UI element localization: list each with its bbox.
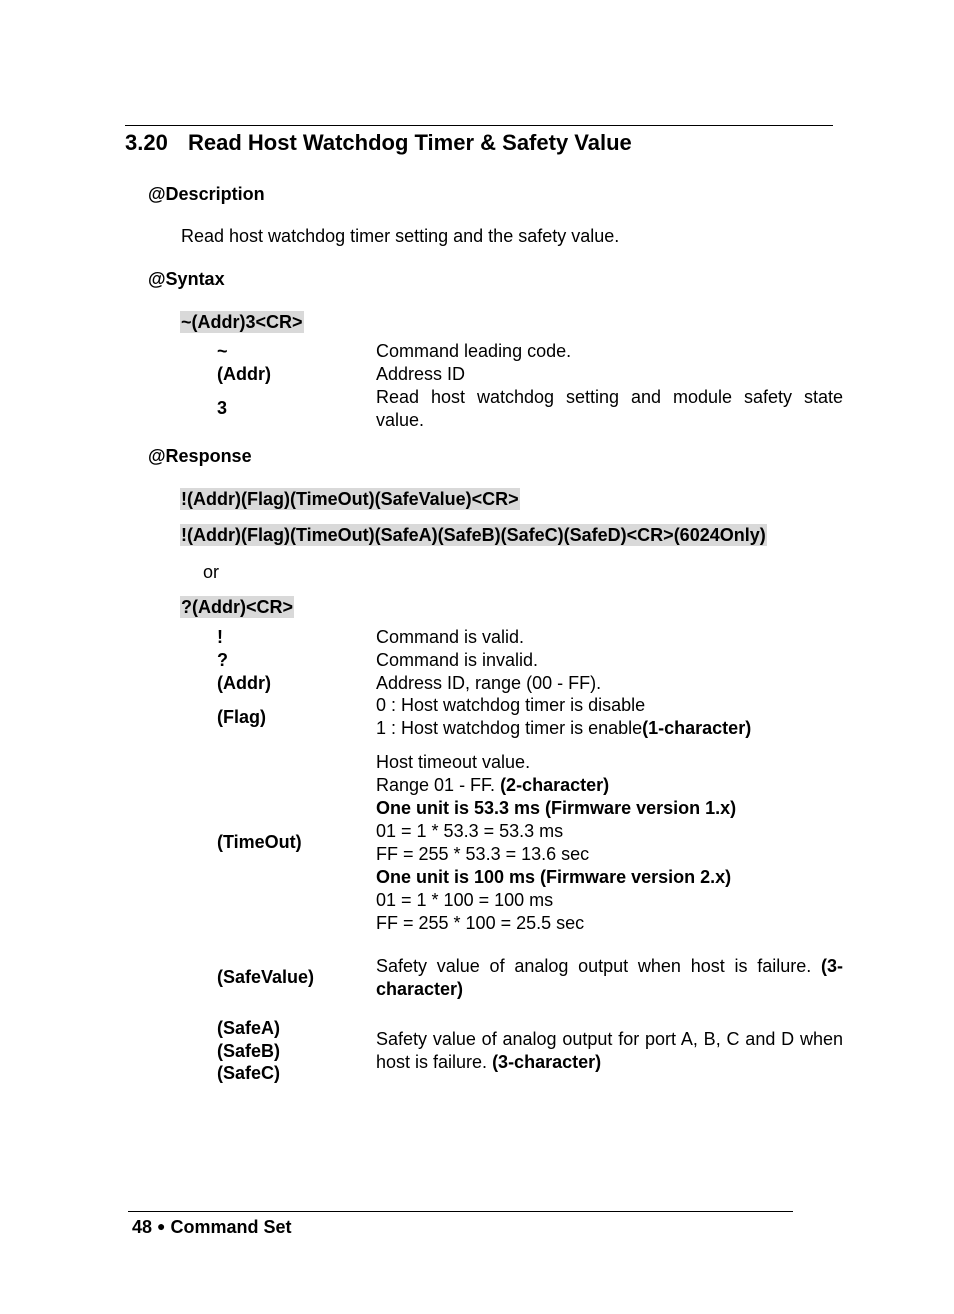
resp-name-safevalue: (SafeValue) xyxy=(217,967,315,987)
timeout-line-7: 01 = 1 * 100 = 100 ms xyxy=(376,890,554,910)
description-text: Read host watchdog timer setting and the safety value. xyxy=(181,226,620,246)
param-name-tilde: ~ xyxy=(217,341,228,361)
response-label: @Response xyxy=(148,446,252,466)
flag-line-2-text: 1 : Host watchdog timer is enable xyxy=(376,718,643,738)
resp-desc-flag xyxy=(376,694,843,740)
safeports-text: Safety value of analog output for port A, B, C and D when host is failure. xyxy=(376,1029,843,1072)
timeout-line-2 xyxy=(376,774,843,797)
page-number: 48 xyxy=(132,1217,153,1237)
timeout-line-2-bold: (2-character) xyxy=(500,775,610,795)
safeports-bold: (3-character) xyxy=(492,1052,602,1072)
timeout-line-2-text: Range 01 - FF. xyxy=(376,775,501,795)
top-rule xyxy=(125,125,833,126)
or-text: or xyxy=(203,562,220,582)
resp-desc-safevalue xyxy=(376,955,843,1001)
resp-name-safec: (SafeC) xyxy=(217,1063,281,1083)
resp-name-safeb: (SafeB) xyxy=(217,1041,281,1061)
timeout-line-5: FF = 255 * 53.3 = 13.6 sec xyxy=(376,844,590,864)
resp-name-safea: (SafeA) xyxy=(217,1018,281,1038)
bullet-icon: ● xyxy=(157,1218,166,1234)
resp-name-addr: (Addr) xyxy=(217,673,271,693)
flag-line-2 xyxy=(376,717,843,740)
response-command-1: !(Addr)(Flag)(TimeOut)(SafeValue)<CR> xyxy=(181,489,519,509)
resp-name-valid: ! xyxy=(217,627,223,647)
flag-line-2-bold: (1-character) xyxy=(642,718,752,738)
resp-desc-addr: Address ID, range (00 - FF). xyxy=(376,673,602,693)
resp-desc-invalid: Command is invalid. xyxy=(376,650,539,670)
section-number: 3.20 xyxy=(125,130,168,155)
description-label: @Description xyxy=(148,184,265,204)
timeout-line-6: One unit is 100 ms (Firmware version 2.x) xyxy=(376,867,732,887)
page-title: Read Host Watchdog Timer & Safety Value xyxy=(188,130,632,155)
timeout-line-1: Host timeout value. xyxy=(376,752,531,772)
param-desc-addr: Address ID xyxy=(376,364,466,384)
footer-section: Command Set xyxy=(170,1217,292,1237)
resp-desc-valid: Command is valid. xyxy=(376,627,525,647)
footer xyxy=(132,1217,292,1238)
param-name-3: 3 xyxy=(217,398,228,418)
resp-desc-timeout xyxy=(376,751,843,935)
resp-name-invalid: ? xyxy=(217,650,228,670)
param-desc-3: Read host watchdog setting and module safety state value. xyxy=(376,387,843,430)
safevalue-text: Safety value of analog output when host is failure. xyxy=(376,956,821,976)
timeout-line-4: 01 = 1 * 53.3 = 53.3 ms xyxy=(376,821,564,841)
footer-rule xyxy=(128,1211,793,1212)
flag-line-1: 0 : Host watchdog timer is disable xyxy=(376,695,646,715)
syntax-label: @Syntax xyxy=(148,269,225,289)
safevalue-bold: (3-character) xyxy=(376,956,843,999)
resp-desc-safeports xyxy=(376,1028,843,1074)
response-command-2: !(Addr)(Flag)(TimeOut)(SafeA)(SafeB)(SafeC)(SafeD)<CR>(6024Only) xyxy=(181,525,766,545)
resp-name-timeout: (TimeOut) xyxy=(217,832,302,852)
response-command-3: ?(Addr)<CR> xyxy=(181,597,293,617)
timeout-line-8: FF = 255 * 100 = 25.5 sec xyxy=(376,913,585,933)
syntax-command: ~(Addr)3<CR> xyxy=(181,312,303,332)
param-name-addr: (Addr) xyxy=(217,364,271,384)
timeout-line-3: One unit is 53.3 ms (Firmware version 1.x) xyxy=(376,798,737,818)
resp-name-flag: (Flag) xyxy=(217,707,266,727)
param-desc-tilde: Command leading code. xyxy=(376,341,572,361)
